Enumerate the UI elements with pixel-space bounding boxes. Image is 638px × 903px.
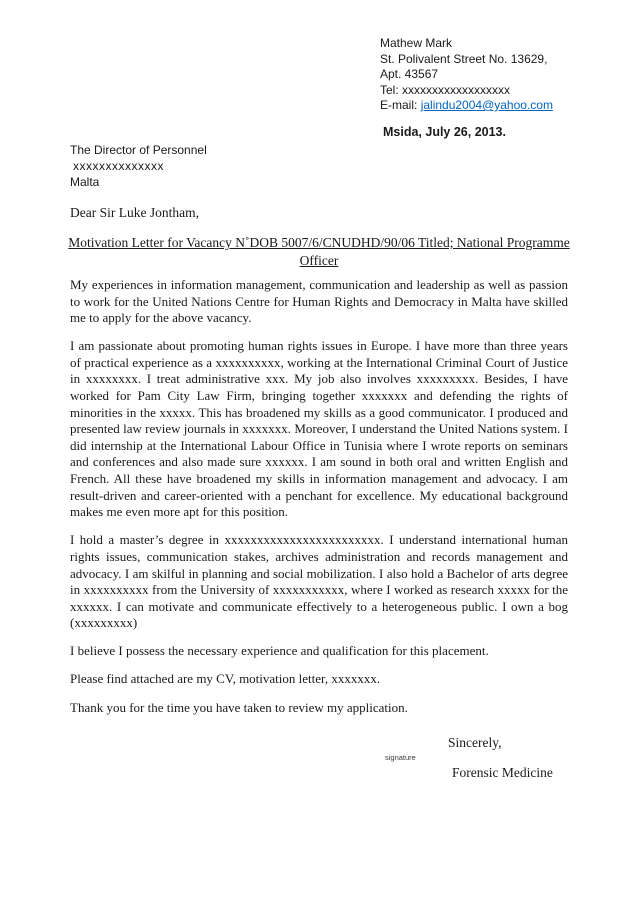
recipient-country: Malta [70,175,100,189]
sender-tel: Tel: xxxxxxxxxxxxxxxxxx [380,82,511,97]
date-line: Msida, July 26, 2013. [383,125,506,139]
sender-apt: Apt. 43567 [380,67,439,81]
sender-email-line [380,98,553,114]
signed-name: Forensic Medicine [452,765,553,780]
sender-name: Mathew Mark [380,36,453,50]
body-paragraph-4: I believe I possess the necessary experience and qualification for this placement. [70,643,489,659]
sender-street: St. Polivalent Street No. 13629, [380,51,548,66]
subject-line: Motivation Letter for Vacancy N˚DOB 5007/6/CNUDHD/90/06 Titled; National Programme Officer [68,235,570,268]
body-paragraph-3: I hold a master’s degree in xxxxxxxxxxxxxxxxxxxxxxxx. I understand international human rights issues, communication stakes, archives administration and records management and advocacy. I am skilful in planning and social mobilization. I also hold a Bachelor of arts degree in xxxxxxxxxx from the University of xxxxxxxxxxx, where I worked as research xxxxx for the xxxxxx. I can motivate and communicate effectively to a heterogeneous public. I own a bog (xxxxxxxxx) [70,532,568,631]
email-label: E-mail: [380,98,418,112]
signature-placeholder: signature [385,753,416,762]
body-paragraph-6: Thank you for the time you have taken to review my application. [70,699,408,715]
salutation: Dear Sir Luke Jontham, [70,205,199,220]
sender-block [380,36,553,114]
letter-body [70,277,568,728]
recipient-block [70,142,207,190]
recipient-address: xxxxxxxxxxxxxx [73,159,164,173]
email-link[interactable]: jalindu2004@yahoo.com [420,98,553,112]
body-paragraph-5: Please find attached are my CV, motivation letter, xxxxxxx. [70,671,381,687]
recipient-title: The Director of Personnel [70,143,207,157]
valediction: Sincerely, [448,735,502,750]
body-paragraph-2: I am passionate about promoting human rights issues in Europe. I have more than three years of practical experience as a xxxxxxxxxx, working at the International Criminal Court of Justice in xxxxxxxx. I treat administrative xxx. My job also involves xxxxxxxxx. Besides, I have worked for Pam City Law Firm, bringing together xxxxxxx and defending the rights of minorities in the xxxxx. This has broadened my skills as a good communicator. I produced and presented law review journals in xxxxxxx. Moreover, I understand the United Nations system. I did internship at the International Labour Office in Tunisia where I wrote reports on seminars and conferences and also made sure xxxxxx. I am sound in both oral and written English and French. All these have broadened my skills in information management and advocacy. I am result-driven and career-oriented with a penchant for excellence. My educational background makes me even more apt for this position. [70,338,568,520]
body-paragraph-1: My experiences in information management, communication and leadership as well as passion to work for the United Nations Centre for Human Rights and Democracy in Malta have skilled me to apply for the above vacancy. [70,277,568,326]
